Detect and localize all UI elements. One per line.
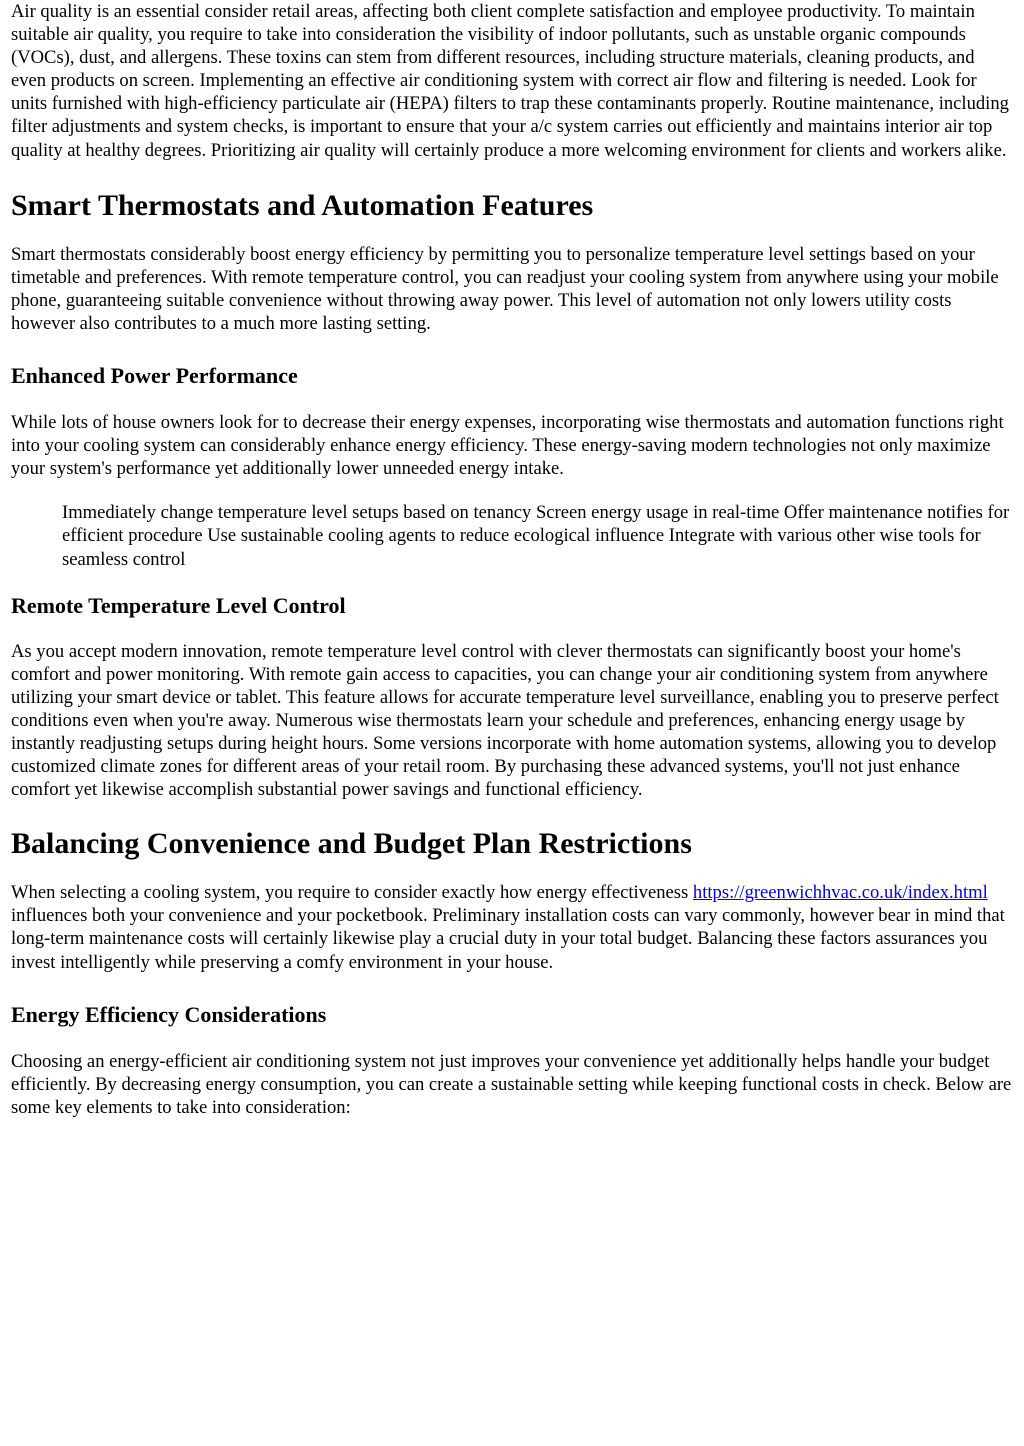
balancing-text-before-link: When selecting a cooling system, you require to consider exactly how energy effectiveness: [11, 882, 693, 904]
enhanced-power-paragraph: While lots of house owners look for to decrease their energy expenses, incorporating wise thermostats and automation functions right into your cooling system can considerably enhance energy efficiency. These energy-saving modern technologies not only maximize your system's performance yet additionally lower unneeded energy intake.: [11, 412, 1004, 480]
smart-thermostats-paragraph: Smart thermostats considerably boost energy efficiency by permitting you to personalize temperature level settings based on your timetable and preferences. With remote temperature control, you can readjust your cooling system from anywhere using your mobile phone, guaranteeing suitable convenience without throwing away power. This level of automation not only lowers utility costs however also contributes to a much more lasting setting.: [11, 243, 999, 334]
enhanced-power-heading: Enhanced Power Performance: [11, 363, 298, 389]
remote-control-heading: Remote Temperature Level Control: [11, 592, 346, 618]
balancing-text-after-link: influences both your convenience and your pocketbook. Preliminary installation costs can vary commonly, however bear in mind that long-term maintenance costs will certainly likewise play a crucial duty in your total budget. Balancing these factors assurances you invest intelligently while preserving a comfy environment in your house.: [11, 905, 1005, 973]
balancing-paragraph: [11, 881, 1013, 973]
greenwich-hvac-link[interactable]: https://greenwichhvac.co.uk/index.html: [692, 882, 988, 904]
remote-control-paragraph: As you accept modern innovation, remote temperature level control with clever thermostats can significantly boost your home's comfort and power monitoring. With remote gain access to capacities, you can change your air conditioning system from anywhere utilizing your smart device or tablet. This feature allows for accurate temperature level surveillance, enabling you to preserve perfect conditions even when you're away. Numerous wise thermostats learn your schedule and preferences, enhancing energy usage by instantly readjusting setups during height hours. Some versions incorporate with home automation systems, allowing you to develop customized climate zones for different areas of your retail room. By purchasing these advanced systems, you'll not just enhance comfort yet likewise accomplish substantial power savings and functional efficiency.: [11, 640, 999, 801]
energy-efficiency-paragraph: Choosing an energy-efficient air conditioning system not just improves your convenience yet additionally helps handle your budget efficiently. By decreasing energy consumption, you can create a sustainable setting while keeping functional costs in check. Below are some key elements to take into consideration:: [11, 1050, 1012, 1118]
balancing-heading: Balancing Convenience and Budget Plan Restrictions: [11, 827, 692, 861]
features-blockquote: Immediately change temperature level setups based on tenancy Screen energy usage in real-time Offer maintenance notifies for efficient procedure Use sustainable cooling agents to reduce ecological influence Integrate with various other wise tools for seamless control: [62, 502, 1010, 570]
intro-paragraph: Air quality is an essential consider retail areas, affecting both client complete satisfaction and employee productivity. To maintain suitable air quality, you require to take into consideration the visibility of indoor pollutants, such as unstable organic compounds (VOCs), dust, and allergens. These toxins can stem from different resources, including structure materials, cleaning products, and even products on screen. Implementing an effective air conditioning system with correct air flow and filtering is needed. Look for units furnished with high-efficiency particulate air (HEPA) filters to trap these contaminants properly. Routine maintenance, including filter adjustments and system checks, is important to ensure that your a/c system carries out efficiently and maintains interior air top quality at healthy degrees. Prioritizing air quality will certainly produce a more welcoming environment for clients and workers alike.: [11, 1, 1009, 161]
smart-thermostats-heading: Smart Thermostats and Automation Features: [11, 188, 594, 222]
energy-efficiency-heading: Energy Efficiency Considerations: [11, 1001, 327, 1027]
